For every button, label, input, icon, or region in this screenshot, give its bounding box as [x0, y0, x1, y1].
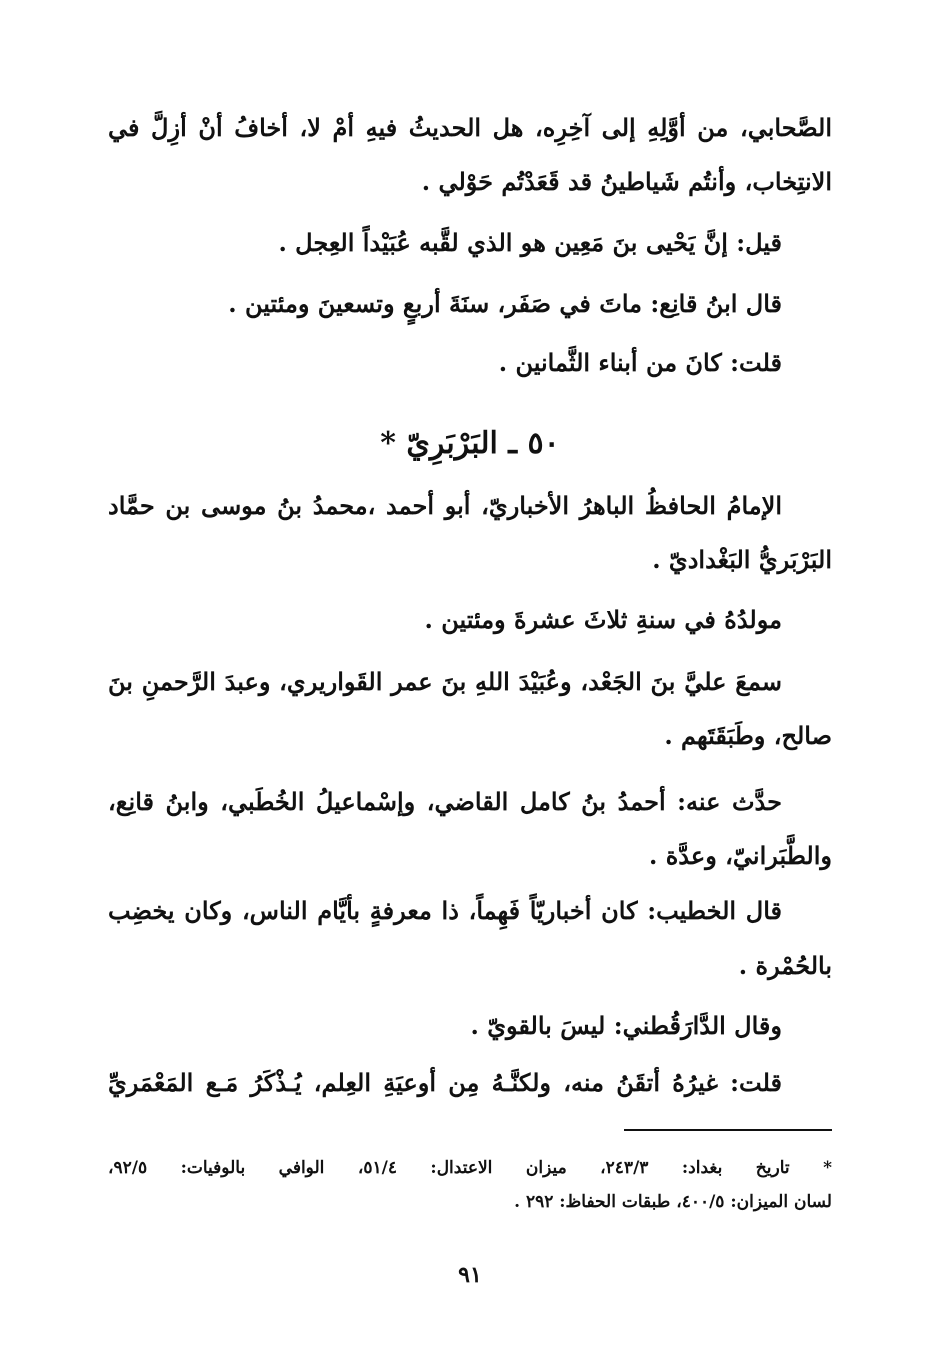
- entry-text-line: حدَّث عنه: أحمدُ بنُ كامل القاضي، وإسْماعيلُ الخُطَبي، وابنُ قانِع،: [108, 787, 782, 816]
- body-text-line: قيل: إنَّ يَحْيى بنَ مَعِين هو الذي لقَّبه عُبَيْداً العِجل .: [278, 228, 782, 257]
- entry-text-line: سمعَ عليَّ بنَ الجَعْد، وعُبَيْدَ اللهِ بنَ عمر القَواريري، وعبدَ الرَّحمنِ بنَ: [108, 667, 782, 696]
- body-text-line: الانتِخاب، وأنتُم شَياطينُ قد قَعَدْتُم حَوْلي .: [421, 167, 832, 196]
- body-text-line: قلت: كانَ من أبناء الثَّمانين .: [498, 348, 782, 377]
- entry-text-line: الإمامُ الحافظُ الباهرُ الأخباريّ، أبو أحمد ،محمدُ بنُ موسى بن حمَّاد: [108, 491, 782, 520]
- body-text-line: قال ابنُ قانِع: ماتَ في صَفَر، سنَةَ أربعٍ وتسعينَ ومئتين .: [228, 289, 782, 318]
- entry-text-line: والطَّبَرانيّ، وعدَّة .: [649, 841, 832, 870]
- entry-text-line: مولدُهُ في سنةِ ثلاثَ عشرةَ ومئتين .: [424, 605, 782, 634]
- body-text-line: الصَّحابي، من أوَّلِهِ إلى آخِرِه، هل الحديثُ فيهِ أمْ لا، أخافُ أنْ أزِلَّ في: [108, 113, 832, 142]
- entry-text-line: وقال الدَّارَقُطني: ليسَ بالقويّ .: [470, 1011, 782, 1040]
- entry-text-line: صالح، وطَبَقَتَهم .: [664, 721, 832, 750]
- footnote-divider: [624, 1129, 832, 1131]
- entry-text-line: البَرْبَريُّ البَغْداديّ .: [652, 545, 832, 574]
- entry-heading: ٥٠ ـ البَرْبَرِيّ *: [380, 426, 560, 461]
- entry-text-line: قلت: غيرُهُ أتقَنُ منه، ولكنَّـهُ مِن أوعيَةِ العِلم، يُـذْكَرُ مَـع المَعْمَريِّ: [108, 1068, 782, 1097]
- entry-text-line: قال الخطيب: كان أخباريّاً فَهِماً، ذا معرفةٍ بأيَّام الناس، وكان يخضِب: [108, 896, 782, 925]
- entry-text-line: بالحُمْرة .: [738, 951, 832, 980]
- footnote-line: لسان الميزان: ٤٠٠/٥، طبقات الحفاظ: ٢٩٢ .: [514, 1192, 832, 1212]
- page-number: ٩١: [458, 1262, 482, 1288]
- footnote-line: * تاريخ بغداد: ٢٤٣/٣، ميزان الاعتدال: ٥١/٤، الوافي بالوفيات: ٩٢/٥،: [108, 1158, 832, 1178]
